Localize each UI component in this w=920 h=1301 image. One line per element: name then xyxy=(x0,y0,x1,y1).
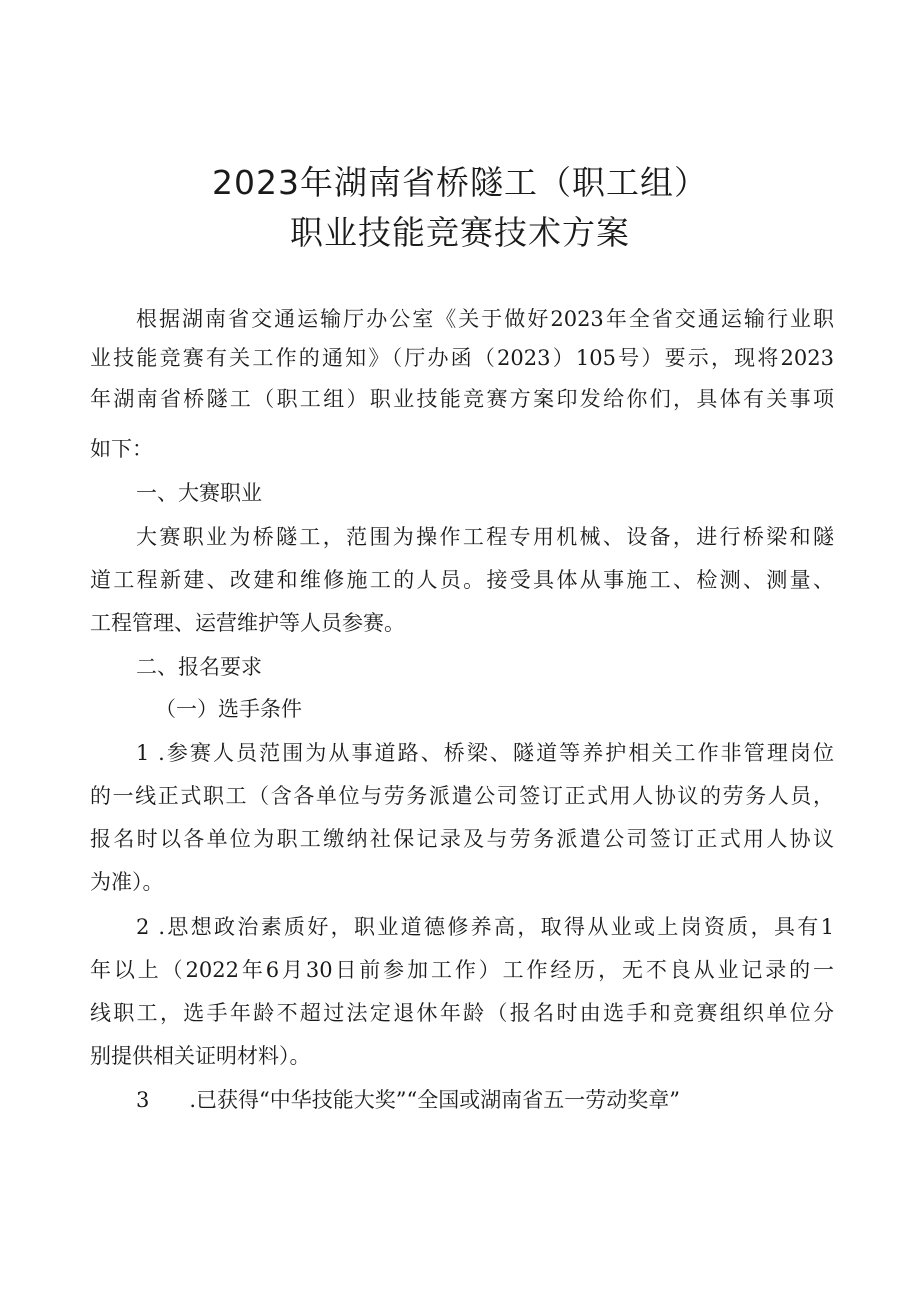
item-text: .已获得“中华技能大奖”“全国或湖南省五一劳动奖章” xyxy=(189,1088,680,1112)
paragraph-line: 报名时以各单位为职工缴纳社保记录及与劳务派遣公司签订正式用人协议 xyxy=(90,827,834,851)
paragraph-line: 大赛职业为桥隧工，范围为操作工程专用机械、设备，进行桥梁和隧 xyxy=(136,525,834,549)
paragraph-line: 根据湖南省交通运输厅办公室《关于做好2023年全省交通运输行业职 xyxy=(136,307,834,331)
document-title-line-2: 职业技能竞赛技术方案 xyxy=(290,213,630,252)
paragraph-line: 如下： xyxy=(90,437,153,461)
paragraph-line: 业技能竞赛有关工作的通知》（厅办函（2023）105号）要示，现将2023 xyxy=(90,346,834,370)
paragraph-line: 别提供相关证明材料）。 xyxy=(90,1044,311,1068)
section-heading: 二、报名要求 xyxy=(136,655,262,679)
paragraph-line: 1 .参赛人员范围为从事道路、桥梁、隧道等养护相关工作非管理岗位 xyxy=(136,741,834,765)
section-heading: 一、大赛职业 xyxy=(136,481,262,505)
paragraph-line: 道工程新建、改建和维修施工的人员。接受具体从事施工、检测、测量、 xyxy=(90,568,834,592)
paragraph-line: 年以上（2022年6月30日前参加工作）工作经历，无不良从业记录的一 xyxy=(90,958,834,982)
paragraph-line: 的一线正式职工（含各单位与劳务派遣公司签订正式用人协议的劳务人员， xyxy=(90,784,834,808)
paragraph-line: 工程管理、运营维护等人员参赛。 xyxy=(90,611,405,635)
paragraph-line: 为准）。 xyxy=(90,870,164,894)
item-number: 3 xyxy=(136,1088,150,1112)
subsection-heading: （一）选手条件 xyxy=(155,697,302,721)
paragraph-line: 2 .思想政治素质好，职业道德修养高，取得从业或上岗资质，具有1 xyxy=(136,915,834,939)
document-title-line-1: 2023年湖南省桥隧工（职工组） xyxy=(212,163,708,202)
paragraph-line: 线职工，选手年龄不超过法定退休年龄（报名时由选手和竞赛组织单位分 xyxy=(90,1001,834,1025)
paragraph-line xyxy=(136,1085,834,1115)
paragraph-line: 年湖南省桥隧工（职工组）职业技能竞赛方案印发给你们，具体有关事项 xyxy=(90,387,834,411)
